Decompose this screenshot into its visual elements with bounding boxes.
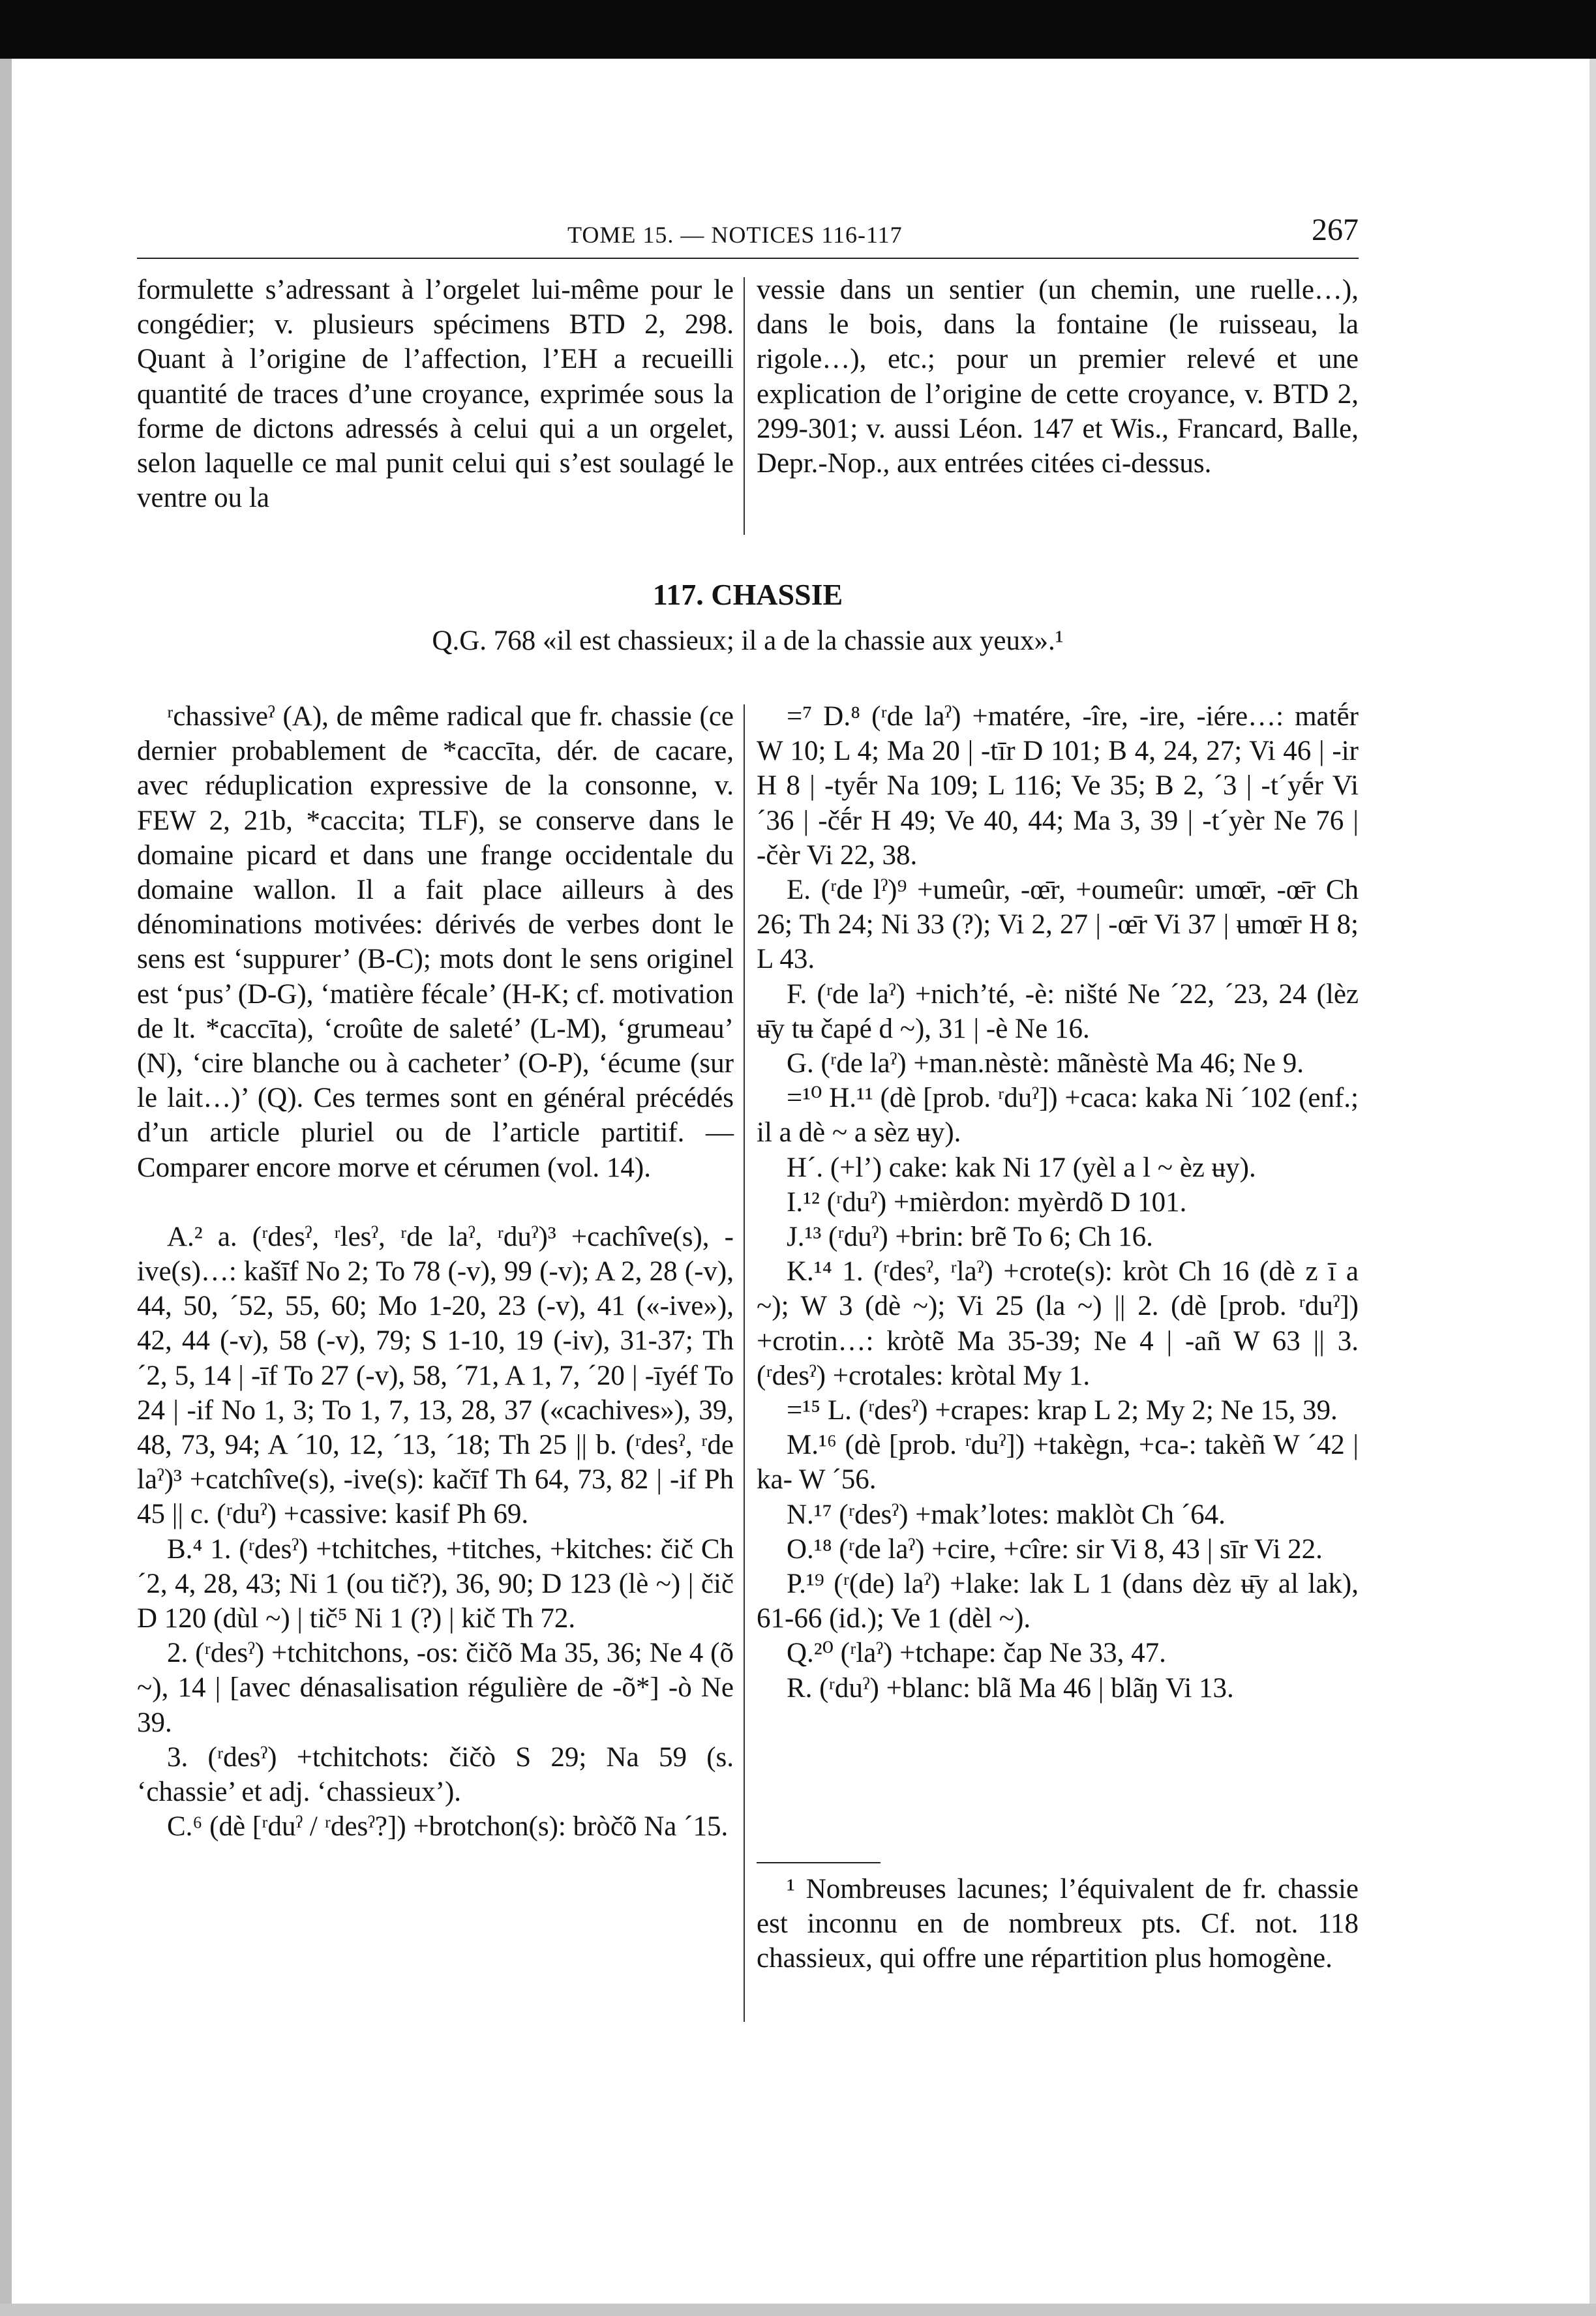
right-paragraph: K.¹⁴ 1. (ʳdesˀ, ʳlaˀ) +crote(s): kròt Ch 16 (dè z ī a ~); W 3 (dè ~); Vi 25 (la ~) || 2. (dè [prob. ʳduˀ]) +crotin…: kròtẽ Ma 35-39; Ne 4 | -añ W 63 || 3. (ʳdesˀ) +crotales: kròtal My 1. <box>757 1256 1359 1391</box>
footnote <box>757 1872 1359 1976</box>
paragraph-gap <box>137 1185 734 1220</box>
right-paragraph: P.¹⁹ (ʳ(de) laˀ) +lake: lak L 1 (dans dèz ʉ̄y al lak), 61-66 (id.); Ve 1 (dèl ~). <box>757 1569 1359 1634</box>
intro-right-text: vessie dans un sentier (un chemin, une ruelle…), dans le bois, dans la fontaine (le ruisseau, la rigole…), etc.; pour un premier relevé et une explication de l’origine de cette croyance, v. BTD 2, 299-301; v. aussi Léon. 147 et Wis., Francard, Balle, Depr.-Nop., aux entrées citées ci-dessus. <box>757 275 1359 479</box>
right-paragraph: =¹⁵ L. (ʳdesˀ) +crapes: krap L 2; My 2; Ne 15, 39. <box>787 1395 1338 1426</box>
footnote-text: ¹ Nombreuses lacunes; l’équivalent de fr. chassie est inconnu en de nombreux pts. Cf. not. 118 chassieux, qui offre une répartition plus homogène. <box>757 1874 1359 1974</box>
page-number: 267 <box>1312 213 1359 247</box>
running-title: TOME 15. — NOTICES 116-117 <box>567 222 903 248</box>
questionnaire-line: Q.G. 768 «il est chassieux; il a de la chassie aux yeux».¹ <box>432 625 1064 656</box>
right-paragraph: F. (ʳde laˀ) +nich’té, -è: ništé Ne ´22, ´23, 24 (lèz ʉ̄y tʉ čapé d ~), 31 | -è Ne 16. <box>757 978 1359 1044</box>
column-divider-main <box>744 704 745 2022</box>
running-header <box>137 160 1359 259</box>
article-title: 117. CHASSIE <box>652 578 843 611</box>
right-paragraph: O.¹⁸ (ʳde laˀ) +cire, +cîre: sir Vi 8, 43 | sīr Vi 22. <box>787 1533 1323 1565</box>
left-paragraph: ʳchassiveˀ (A), de même radical que fr. chassie (ce dernier probablement de *caccīta, dér. de cacare, avec réduplication expressive de la consonne, v. FEW 2, 21b, *caccita; TLF), se conserve dans le domaine picard et dans une frange occidentale du domaine wallon. Il a fait place ailleurs à des dénominations motivées: dérivés de verbes dont le sens est ‘suppurer’ (B-C); mots dont le sens originel est ‘pus’ (D-G), ‘matière fécale’ (H-K; cf. motivation de lt. *caccīta), ‘croûte de saleté’ (L-M), ‘grumeau’ (N), ‘cire blanche ou à cacheter’ (O-P), ‘écume (sur le lait…)’ (Q). Ces termes sont en général précédés d’un article pluriel ou de l’article partitif. — Comparer encore morve et cérumen (vol. 14). <box>137 701 734 1183</box>
right-paragraph: =⁷ D.⁸ (ʳde laˀ) +matére, -îre, -ire, -iére…: matḗr W 10; L 4; Ma 20 | -tīr D 101; B 4, 24, 27; Vi 46 | -ir H 8 | -tyḗr Na 109; L 116; Ve 35; B 2, ´3 | -t´yḗr Vi ´36 | -čḗr H 49; Ve 40, 44; Ma 3, 39 | -t´yèr Ne 76 | -čèr Vi 22, 38. <box>757 701 1359 871</box>
right-paragraph: J.¹³ (ʳduˀ) +brin: brẽ To 6; Ch 16. <box>787 1222 1153 1253</box>
scan-left-edge <box>0 59 12 2316</box>
left-paragraph: B.⁴ 1. (ʳdesˀ) +tchitches, +titches, +kitches: čič Ch ´2, 4, 28, 43; Ni 1 (ou tič?), 36, 90; D 123 (lè ~) | čič D 120 (dùl ~) | tič⁵ Ni 1 (?) | kič Th 72. <box>137 1533 734 1634</box>
right-paragraph: Q.²⁰ (ʳlaˀ) +tchape: čap Ne 33, 47. <box>787 1638 1166 1669</box>
scan-top-border <box>0 0 1596 59</box>
column-divider-top <box>744 277 745 535</box>
right-paragraph: E. (ʳde lˀ)⁹ +umeûr, -œ̄r, +oumeûr: umœ̄r, -œ̄r Ch 26; Th 24; Ni 33 (?); Vi 2, 27 | -œ̄r Vi 37 | ʉmœ̄r H 8; L 43. <box>757 875 1359 975</box>
left-paragraph: C.⁶ (dè [ʳduˀ / ʳdesˀ?]) +brotchon(s): bròčõ Na ´15. <box>167 1811 729 1842</box>
left-paragraph: A.² a. (ʳdesˀ, ʳlesˀ, ʳde laˀ, ʳduˀ)³ +cachîve(s), -ive(s)…: kašīf No 2; To 78 (-v), 99 (-v); A 2, 28 (-v), 44, 50, ´52, 55, 60; Mo 1-20, 23 (-v), 41 («-ive»), 42, 44 (-v), 58 (-v), 79; S 1-10, 19 (-iv), 31-37; Th ´2, 5, 14 | -īf To 27 (-v), 58, ´71, A 1, 7, ´20 | -īyéf To 24 | -if No 1, 3; To 1, 7, 13, 28, 37 («cachives»), 39, 48, 73, 94; A ´10, 12, ´13, ´18; Th 25 || b. (ʳdesˀ, ʳde laˀ)³ +catchîve(s), -ive(s): kačīf Th 64, 73, 82 | -if Ph 45 || c. (ʳduˀ) +cassive: kasif Ph 69. <box>137 1221 734 1530</box>
right-paragraph: M.¹⁶ (dè [prob. ʳduˀ]) +takègn, +ca-: takèñ W ´42 | ka- W ´56. <box>757 1430 1359 1496</box>
right-paragraph: =¹⁰ H.¹¹ (dè [prob. ʳduˀ]) +caca: kaka Ni ´102 (enf.; il a dè ~ a sèz ʉy). <box>757 1083 1359 1149</box>
intro-left-column <box>137 273 734 515</box>
right-paragraph: R. (ʳduˀ) +blanc: blã Ma 46 | blãŋ Vi 13. <box>787 1672 1234 1704</box>
left-paragraph: 3. (ʳdesˀ) +tchitchots: čičò S 29; Na 59 (s. ‘chassie’ et adj. ‘chassieux’). <box>137 1741 734 1808</box>
main-right-column <box>757 699 1359 1706</box>
scan-bottom-edge <box>0 2304 1596 2316</box>
left-paragraph: 2. (ʳdesˀ) +tchitchons, -os: čičõ Ma 35, 36; Ne 4 (õ ~), 14 | [avec dénasalisation régulière de -õ*] -ò Ne 39. <box>137 1638 734 1738</box>
main-left-column <box>137 699 734 1844</box>
intro-right-column <box>757 273 1359 481</box>
right-paragraph: G. (ʳde laˀ) +man.nèstè: mãnèstè Ma 46; Ne 9. <box>787 1048 1304 1079</box>
footnote-rule <box>757 1862 881 1863</box>
right-paragraph: H´. (+l’) cake: kak Ni 17 (yèl a l ~ èz ʉy). <box>787 1152 1256 1183</box>
right-paragraph: N.¹⁷ (ʳdesˀ) +mak’lotes: maklòt Ch ´64. <box>787 1499 1226 1530</box>
intro-left-text: formulette s’adressant à l’orgelet lui-même pour le congédier; v. plusieurs spécimens BTD 2, 298. Quant à l’origine de l’affection, l’EH a recueilli quantité de traces d’une croyance, exprimée sous la forme de dictons adressés à celui qui a un orgelet, selon laquelle ce mal punit celui qui s’est soulagé le ventre ou la <box>137 275 734 514</box>
right-paragraph: I.¹² (ʳduˀ) +mièrdon: myèrdõ D 101. <box>787 1186 1187 1218</box>
